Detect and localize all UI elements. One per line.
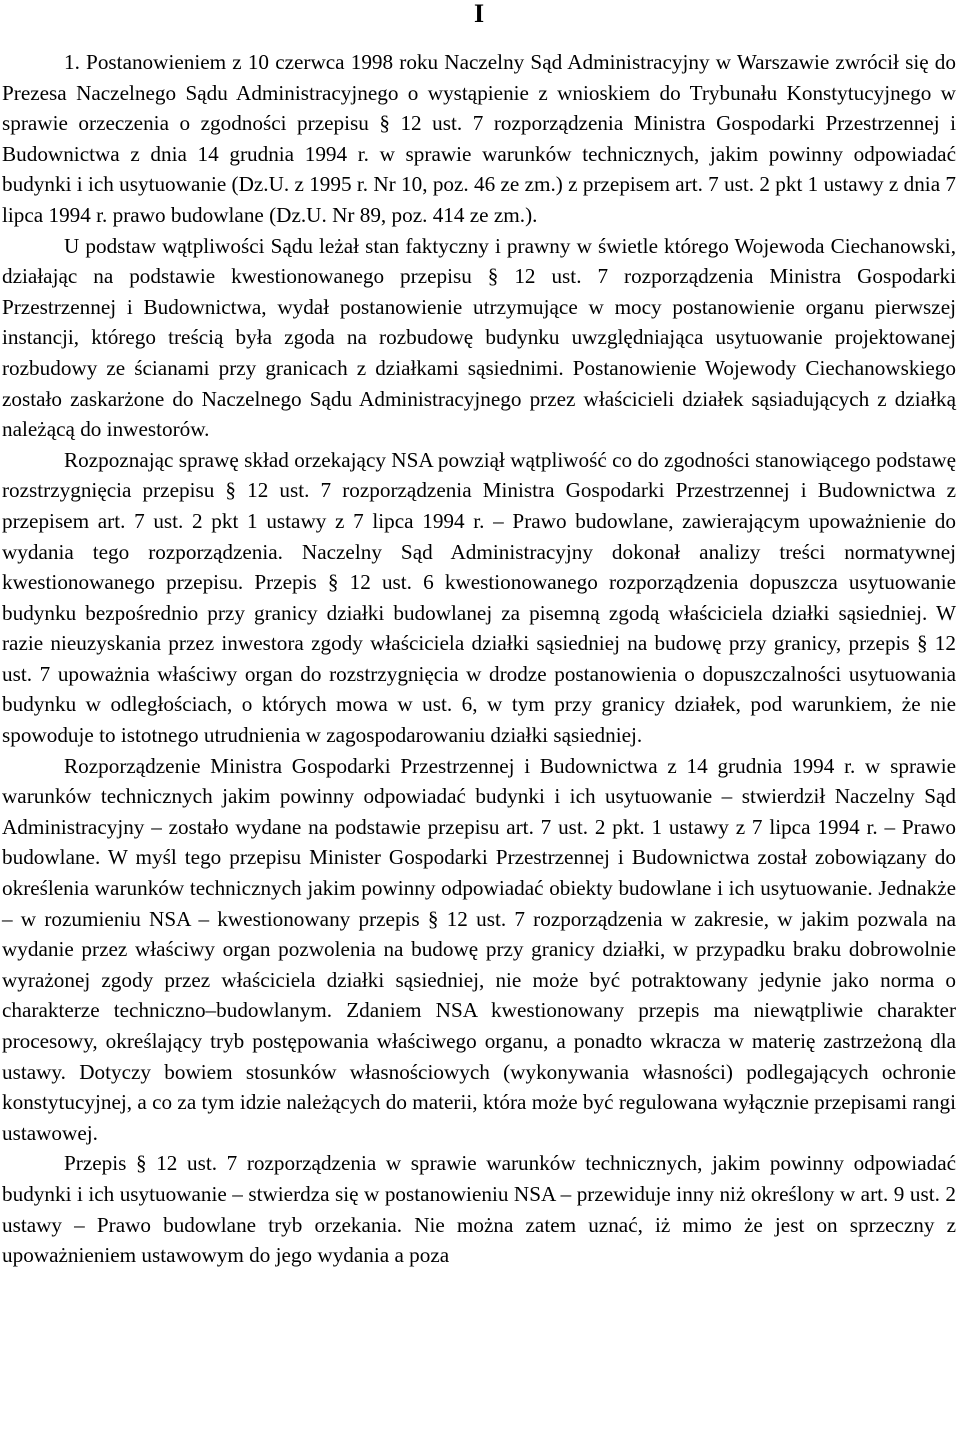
paragraph-5: Przepis § 12 ust. 7 rozporządzenia w sprawie warunków technicznych, jakim powinny odpowiadać budynki i ich usytuowanie – stwierdza się w postanowieniu NSA – przewiduje inny niż określony w art. 9 ust. 2 ustawy – Prawo budowlane tryb orzekania. Nie można zatem uznać, iż mimo że jest on sprzeczny z upoważnieniem ustawowym do jego wydania a poza <box>2 1151 956 1268</box>
paragraph-4: Rozporządzenie Ministra Gospodarki Przestrzennej i Budownictwa z 14 grudnia 1994 r. w sprawie warunków technicznych jakim powinny odpowiadać budynki i ich usytuowanie – stwierdził Naczelny Sąd Administracyjny – zostało wydane na podstawie przepisu art. 7 ust. 2 pkt. 1 ustawy z 7 lipca 1994 r. – Prawo budowlane. W myśl tego przepisu Minister Gospodarki Przestrzennej i Budownictwa został zobowiązany do określenia warunków technicznych jakim powinny odpowiadać obiekty budowlane i ich usytuowanie. Jednakże – w rozumieniu NSA – kwestionowany przepis § 12 ust. 7 rozporządzenia w zakresie, w jakim pozwala na wydanie przez właściwy organ pozwolenia na budowę przy granicy działki, w przypadku braku dobrowolnie wyrażonej zgody przez właściciela działki sąsiedniej, nie może być potraktowany jedynie jako norma o charakterze techniczno–budowlanym. Zdaniem NSA kwestionowany przepis ma niewątpliwie charakter procesowy, określający tryb postępowania właściwego organu, a ponadto wkracza w materię zastrzeżoną dla ustawy. Dotyczy bowiem stosunków własnościowych (wykonywania własności) podlegających ochronie konstytucyjnej, a co za tym idzie należących do materii, która może być regulowana wyłącznie przepisami rangi ustawowej. <box>2 753 956 1145</box>
paragraph-2: U podstaw wątpliwości Sądu leżał stan faktyczny i prawny w świetle którego Wojewoda Ciechanowski, działając na podstawie kwestionowanego przepisu § 12 ust. 7 rozporządzenia Ministra Gospodarki Przestrzennej i Budownictwa, wydał postanowienie utrzymujące w mocy postanowienie organu pierwszej instancji, którego treścią była zgoda na rozbudowę budynku uwzględniająca usytuowanie projektowanej rozbudowy ze ścianami przy granicach z działkami sąsiednimi. Postanowienie Wojewody Ciechanowskiego zostało zaskarżone do Naczelnego Sądu Administracyjnego przez właścicieli działek sąsiadujących z działką należącą do inwestorów. <box>2 233 956 442</box>
section-heading: I <box>473 0 485 28</box>
paragraph-1: 1. Postanowieniem z 10 czerwca 1998 roku Naczelny Sąd Administracyjny w Warszawie zwrócił się do Prezesa Naczelnego Sądu Administracyjnego o wystąpienie z wnioskiem do Trybunału Konstytucyjnego w sprawie orzeczenia o zgodności przepisu § 12 ust. 7 rozporządzenia Ministra Gospodarki Przestrzennej i Budownictwa z dnia 14 grudnia 1994 r. w sprawie warunków technicznych, jakim powinny odpowiadać budynki i ich usytuowanie (Dz.U. z 1995 r. Nr 10, poz. 46 ze zm.) z przepisem art. 7 ust. 2 pkt 1 ustawy z dnia 7 lipca 1994 r. prawo budowlane (Dz.U. Nr 89, poz. 414 ze zm.). <box>2 50 956 227</box>
paragraph-3: Rozpoznając sprawę skład orzekający NSA powziął wątpliwość co do zgodności stanowiącego podstawę rozstrzygnięcia przepisu § 12 ust. 7 rozporządzenia Ministra Gospodarki Przestrzennej i Budownictwa z przepisem art. 7 ust. 2 pkt 1 ustawy z 7 lipca 1994 r. – Prawo budowlane, zawierającym upoważnienie do wydania tego rozporządzenia. Naczelny Sąd Administracyjny dokonał analizy treści normatywnej kwestionowanego przepisu. Przepis § 12 ust. 6 kwestionowanego rozporządzenia dopuszcza usytuowanie budynku bezpośrednio przy granicy działki budowlanej za pisemną zgodą właściciela działki sąsiedniej. W razie nieuzyskania przez inwestora zgody właściciela działki sąsiedniej na budowę przy granicy, przepis § 12 ust. 7 upoważnia właściwy organ do rozstrzygnięcia w drodze postanowienia o dopuszczalności usytuowania budynku w odległościach, o których mowa w ust. 6, w tym przy granicy działek, pod warunkiem, że nie spowoduje to istotnego utrudnienia w zagospodarowaniu działki sąsiedniej. <box>2 447 956 748</box>
document-page <box>2 0 956 1271</box>
